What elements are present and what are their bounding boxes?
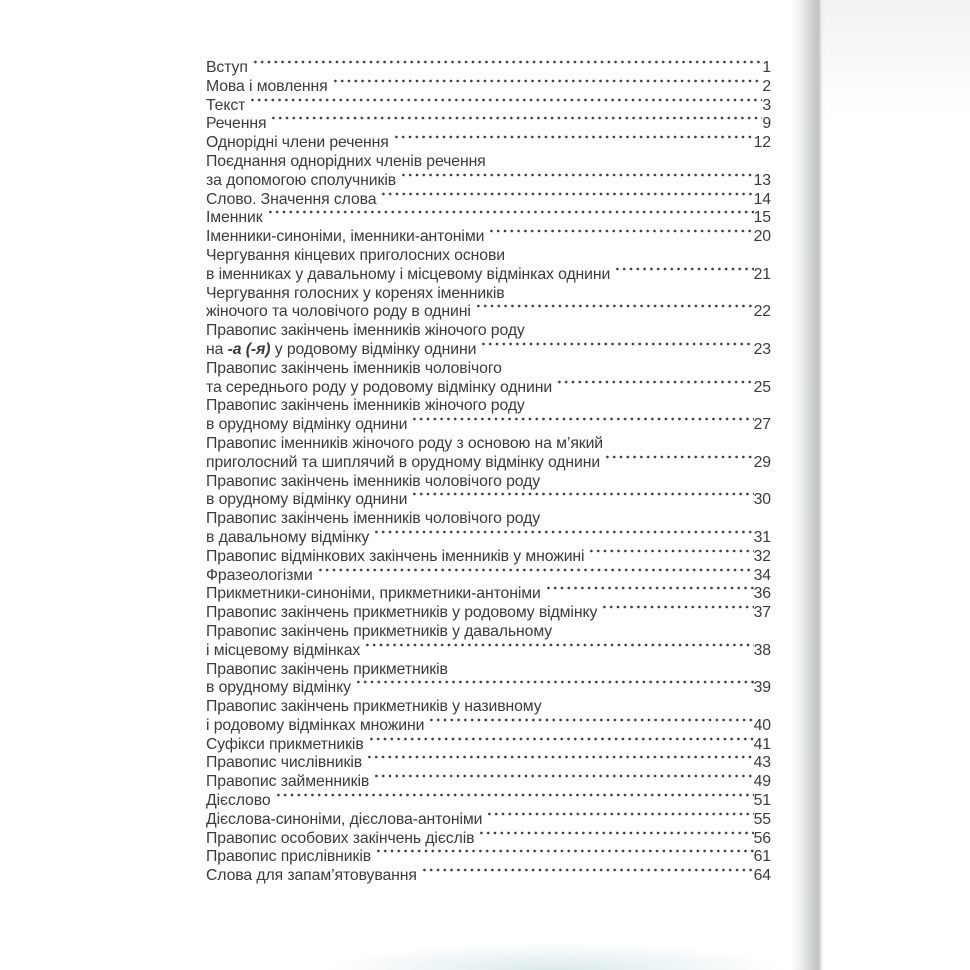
page-number: 36 (753, 585, 771, 603)
toc-entry (206, 867, 771, 886)
toc-line (206, 661, 771, 680)
toc-line (206, 153, 771, 172)
page-number: 40 (753, 716, 771, 734)
toc-line (206, 435, 771, 454)
toc-line (206, 97, 771, 116)
toc-title-text: Іменник (206, 209, 263, 227)
toc-entry (206, 604, 771, 623)
page-number: 2 (762, 77, 771, 95)
toc-line (206, 529, 771, 548)
toc-entry-title (206, 209, 263, 228)
toc-entry (206, 134, 771, 153)
toc-line (206, 848, 771, 867)
dot-leader (411, 491, 753, 510)
toc-entry-title (206, 548, 584, 567)
dot-leader (275, 792, 754, 811)
toc-line (206, 247, 771, 266)
page-number: 38 (753, 641, 771, 659)
toc-title-text: і родовому відмінках множини (206, 716, 425, 734)
page-number: 30 (753, 491, 771, 509)
page-number: 64 (753, 867, 771, 885)
toc-entry-title (206, 811, 482, 830)
toc-line (206, 510, 771, 529)
dot-leader (475, 303, 754, 322)
page-number: 20 (753, 228, 771, 246)
toc-line (206, 191, 771, 210)
toc-entry-title (206, 172, 396, 191)
toc-entry (206, 661, 771, 699)
toc-title-text: Правопис займенників (206, 773, 370, 791)
toc-title-text: та середнього роду у родовому відмінку однини (206, 378, 553, 396)
toc-title-text: у родовому відмінку однини (270, 340, 477, 358)
toc-line (206, 867, 771, 886)
toc-title-text: Фразеологізми (206, 566, 313, 584)
page-edge-shadow (790, 0, 826, 970)
page-edge-shadow-top (822, 0, 970, 120)
toc-title-text: на (206, 340, 228, 358)
toc-entry (206, 191, 771, 210)
toc-entry (206, 153, 771, 191)
page-number: 49 (753, 773, 771, 791)
toc-entry-title (206, 134, 389, 153)
dot-leader (556, 379, 754, 398)
toc-entry-title (206, 473, 540, 492)
page-number: 27 (753, 416, 771, 434)
toc-entry-title (206, 115, 266, 134)
page-number: 22 (753, 303, 771, 321)
toc-line (206, 172, 771, 191)
toc-line (206, 754, 771, 773)
toc-title-text: Правопис закінчень іменників чоловічого (206, 359, 502, 377)
toc-entry (206, 811, 771, 830)
toc-title-text: Вступ (206, 59, 248, 76)
toc-entry (206, 59, 771, 78)
toc-line (206, 266, 771, 285)
toc-line (206, 642, 771, 661)
dot-leader (252, 59, 763, 78)
toc-entry-title (206, 698, 542, 717)
toc-line (206, 698, 771, 717)
page-number: 21 (753, 265, 771, 283)
dot-leader (488, 228, 753, 247)
dot-leader (375, 848, 754, 867)
toc-title-text: жіночого та чоловічого роду в однині (206, 303, 471, 321)
toc-entry (206, 754, 771, 773)
toc-entry (206, 228, 771, 247)
dot-leader (267, 209, 754, 228)
page-number: 3 (762, 96, 771, 114)
toc-line (206, 228, 771, 247)
toc-entry-title (206, 341, 476, 360)
dot-leader (428, 717, 753, 736)
toc-entry (206, 567, 771, 586)
dot-leader (249, 97, 762, 116)
page-number: 1 (762, 59, 771, 76)
toc-entry-title (206, 830, 474, 849)
dot-leader (373, 529, 753, 548)
toc-title-text: Чергування кінцевих приголосних основи (206, 246, 505, 264)
toc-line (206, 811, 771, 830)
toc-entry-title (206, 642, 360, 661)
page-number: 61 (753, 848, 771, 866)
toc-title-text: Слова для запам’ятовування (206, 867, 417, 885)
toc-entry-title (206, 585, 541, 604)
toc-entry (206, 848, 771, 867)
toc-line (206, 473, 771, 492)
dot-leader (380, 191, 753, 210)
toc-title-text: Поєднання однорідних членів речення (206, 152, 486, 170)
toc-entry-title (206, 736, 364, 755)
toc-title-text: за допомогою сполучників (206, 171, 397, 189)
toc-entry-title (206, 416, 407, 435)
toc-entry-title (206, 247, 505, 266)
toc-entry-title (206, 454, 600, 473)
toc-entry (206, 736, 771, 755)
toc-line (206, 736, 771, 755)
toc-title-text: в орудному відмінку однини (206, 491, 408, 509)
page-number: 23 (753, 340, 771, 358)
toc-entry-title (206, 604, 597, 623)
toc-title-text: Речення (206, 115, 267, 133)
toc-line (206, 379, 771, 398)
page-number: 9 (762, 115, 771, 133)
page-number: 56 (753, 829, 771, 847)
toc-line (206, 341, 771, 360)
toc-entry (206, 623, 771, 661)
toc-entry-title (206, 848, 371, 867)
toc-entry-title (206, 78, 328, 97)
toc-line (206, 454, 771, 473)
page-number: 12 (753, 134, 771, 152)
toc-line (206, 548, 771, 567)
toc-entry-title (206, 360, 502, 379)
toc-title-text: приголосний та шиплячий в орудному відмінку однини (206, 453, 601, 471)
toc-line (206, 360, 771, 379)
bottom-scan-tint (320, 942, 790, 970)
toc-title-text: Правопис прислівників (206, 848, 372, 866)
toc-title-text: Правопис відмінкових закінчень іменників у множині (206, 547, 585, 565)
dot-leader (332, 78, 763, 97)
toc-line (206, 585, 771, 604)
toc-line (206, 567, 771, 586)
dot-leader (393, 134, 754, 153)
toc-entry (206, 473, 771, 511)
toc-title-text: Мова і мовлення (206, 77, 328, 95)
toc-title-text: в іменниках у давальному і місцевому відмінках однини (206, 265, 611, 283)
toc-title-text: Правопис числівників (206, 754, 363, 772)
dot-leader (411, 416, 753, 435)
dot-leader (317, 567, 754, 586)
toc-title-text: в орудному відмінку однини (206, 416, 408, 434)
toc-title-text: Правопис закінчень прикметників у називному (206, 698, 542, 716)
toc-line (206, 303, 771, 322)
dot-leader (270, 115, 762, 134)
toc-entry (206, 773, 771, 792)
dot-leader (478, 830, 753, 849)
dot-leader (421, 867, 754, 886)
toc-line (206, 792, 771, 811)
toc-line (206, 717, 771, 736)
toc-title-text: Текст (206, 96, 246, 114)
toc-entry-title (206, 397, 525, 416)
toc-line (206, 623, 771, 642)
toc-entry-title (206, 679, 351, 698)
toc-line (206, 59, 771, 78)
toc-entry (206, 247, 771, 285)
toc-title-text: Правопис іменників жіночого роду з основою на м’який (206, 434, 604, 452)
toc-entry (206, 285, 771, 323)
toc-entry-title (206, 623, 552, 642)
toc-title-text: Правопис закінчень прикметників у давальному (206, 622, 553, 640)
toc-title-text: Чергування голосних у коренях іменників (206, 284, 505, 302)
toc-title-text: Суфікси прикметників (206, 735, 364, 753)
dot-leader (355, 679, 754, 698)
toc-entry (206, 548, 771, 567)
toc-title-emphasis: -а (-я) (227, 340, 271, 358)
toc-title-text: Правопис закінчень іменників чоловічого роду (206, 472, 541, 490)
toc-line (206, 773, 771, 792)
toc-line (206, 209, 771, 228)
toc-title-text: і місцевому відмінках (206, 641, 361, 659)
toc-entry (206, 792, 771, 811)
toc-line (206, 322, 771, 341)
toc-entry-title (206, 754, 362, 773)
toc-title-text: Іменники-синоніми, іменники-антоніми (206, 228, 485, 246)
page-number: 13 (753, 171, 771, 189)
toc-entry (206, 209, 771, 228)
toc-entry-title (206, 717, 424, 736)
toc-entry-title (206, 285, 505, 304)
toc-list (206, 59, 771, 886)
toc-line (206, 285, 771, 304)
toc-line (206, 115, 771, 134)
toc-entry-title (206, 773, 369, 792)
dot-leader (364, 642, 753, 661)
dot-leader (368, 736, 754, 755)
dot-leader (400, 172, 754, 191)
dot-leader (545, 585, 754, 604)
toc-title-text: Правопис закінчень іменників чоловічого роду (206, 510, 541, 528)
page-number: 43 (753, 754, 771, 772)
toc-entry-title (206, 792, 271, 811)
page-number: 37 (753, 604, 771, 622)
page-number: 25 (753, 378, 771, 396)
toc-entry-title (206, 153, 486, 172)
page-number: 29 (753, 453, 771, 471)
page-number: 31 (753, 528, 771, 546)
toc-entry-title (206, 97, 245, 116)
page-number: 34 (753, 566, 771, 584)
toc-entry-title (206, 661, 448, 680)
toc-line (206, 78, 771, 97)
toc-entry-title (206, 435, 603, 454)
toc-entry-title (206, 228, 484, 247)
toc-entry (206, 830, 771, 849)
toc-entry-title (206, 303, 471, 322)
dot-leader (601, 604, 753, 623)
toc-line (206, 397, 771, 416)
toc-title-text: в давальному відмінку (206, 528, 370, 546)
toc-entry (206, 322, 771, 360)
toc-entry-title (206, 867, 417, 886)
toc-entry (206, 698, 771, 736)
dot-leader (373, 773, 753, 792)
page-number: 14 (753, 190, 771, 208)
toc-entry-title (206, 529, 369, 548)
toc-line (206, 491, 771, 510)
toc-entry (206, 435, 771, 473)
toc-entry (206, 510, 771, 548)
toc-title-text: Однорідні члени речення (206, 134, 389, 152)
page-number: 15 (753, 209, 771, 227)
dot-leader (366, 754, 754, 773)
toc-entry-title (206, 379, 552, 398)
dot-leader (614, 266, 753, 285)
page-number: 55 (753, 810, 771, 828)
toc-line (206, 134, 771, 153)
toc-line (206, 416, 771, 435)
toc-entry-title (206, 266, 610, 285)
toc-title-text: Правопис закінчень іменників жіночого роду (206, 397, 525, 415)
dot-leader (486, 811, 753, 830)
toc-title-text: Правопис закінчень прикметників у родовому відмінку (206, 604, 598, 622)
toc-line (206, 830, 771, 849)
toc-entry-title (206, 567, 313, 586)
toc-entry (206, 360, 771, 398)
page-number: 32 (753, 547, 771, 565)
toc-title-text: Дієслово (206, 792, 271, 810)
toc-entry-title (206, 510, 540, 529)
toc-title-text: Правопис закінчень прикметників (206, 660, 448, 678)
page-number: 51 (753, 792, 771, 810)
toc-title-text: в орудному відмінку (206, 679, 351, 697)
dot-leader (604, 454, 754, 473)
toc-title-text: Правопис закінчень іменників жіночого роду (206, 322, 525, 340)
toc-entry (206, 97, 771, 116)
toc-title-text: Слово. Значення слова (206, 190, 377, 208)
toc-entry (206, 115, 771, 134)
dot-leader (480, 341, 753, 360)
toc-entry-title (206, 322, 525, 341)
page-number: 41 (753, 735, 771, 753)
dot-leader (588, 548, 753, 567)
toc-line (206, 679, 771, 698)
toc-entry (206, 585, 771, 604)
toc-title-text: Правопис особових закінчень дієслів (206, 829, 475, 847)
toc-entry (206, 397, 771, 435)
toc-line (206, 604, 771, 623)
page-number: 39 (753, 679, 771, 697)
toc-entry-title (206, 59, 248, 78)
toc-entry-title (206, 191, 376, 210)
toc-entry-title (206, 491, 407, 510)
toc-entry (206, 78, 771, 97)
toc-title-text: Прикметники-синоніми, прикметники-антоніми (206, 585, 541, 603)
toc-title-text: Дієслова-синоніми, дієслова-антоніми (206, 810, 483, 828)
